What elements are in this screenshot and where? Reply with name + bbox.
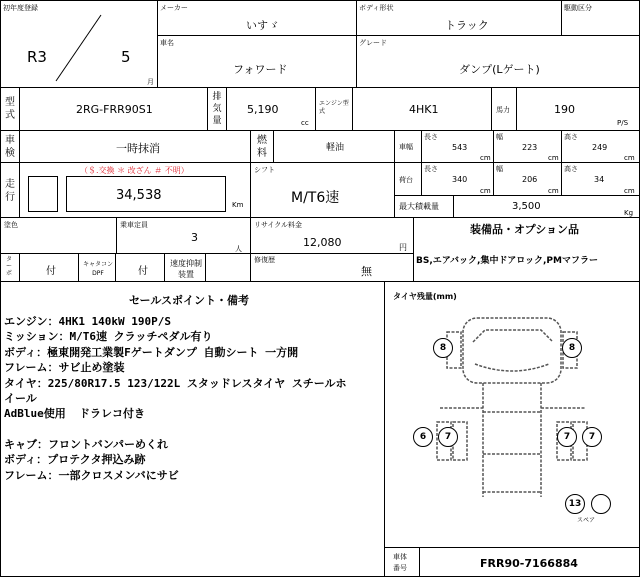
cargo-width-unit: cm bbox=[548, 187, 559, 195]
fuel-label: 燃料 bbox=[257, 135, 267, 159]
turbo-value: 付 bbox=[46, 266, 56, 277]
cargo-label-cell bbox=[394, 162, 422, 196]
body-dims-label: 車幅 bbox=[399, 143, 413, 151]
displacement-unit: cc bbox=[301, 119, 309, 127]
repair-cell bbox=[250, 253, 414, 282]
body-width-value: 223 bbox=[522, 143, 538, 152]
turbo-label: ターボ bbox=[6, 256, 13, 277]
tire-rear-left-outer: 6 bbox=[413, 427, 433, 447]
equipment-cell bbox=[413, 217, 640, 291]
body-length-cell bbox=[421, 130, 494, 163]
inspection-label: 車検 bbox=[5, 135, 15, 159]
note-line: タイヤ：225/80R17.5 123/122L スタッドレスタイヤ スチールホ bbox=[4, 376, 347, 390]
mileage-check-box bbox=[28, 176, 58, 212]
fuel-value: 軽油 bbox=[326, 143, 345, 153]
color-label: 塗色 bbox=[4, 221, 18, 229]
tire-panel bbox=[384, 281, 640, 548]
dpf-label: キャタコンDPF bbox=[82, 261, 113, 277]
recycle-cell bbox=[250, 217, 414, 254]
equipment-title: 装備品・オプション品 bbox=[470, 223, 580, 236]
mileage-label: 走行 bbox=[5, 179, 15, 203]
model-cell bbox=[19, 87, 208, 131]
tire-rear-right-outer: 7 bbox=[582, 427, 602, 447]
car-name-value: フォワード bbox=[233, 63, 288, 76]
shift-label: シフト bbox=[254, 166, 275, 174]
note-line: ボディ：プロテクタ押込み跡 bbox=[4, 453, 146, 467]
inspection-value: 一時抹消 bbox=[116, 142, 160, 155]
car-name-label: 車名 bbox=[160, 39, 174, 47]
spare-label: スペア bbox=[577, 517, 596, 524]
shift-value: M/T6速 bbox=[291, 190, 340, 206]
mileage-cell bbox=[19, 162, 251, 218]
note-line: フレーム：一部クロスメンバにサビ bbox=[4, 468, 179, 482]
first-reg-era: R3 bbox=[27, 48, 47, 66]
maker-value: いすゞ bbox=[246, 19, 279, 32]
capacity-value: 3 bbox=[191, 231, 198, 244]
displacement-label: 排気量 bbox=[212, 92, 222, 126]
power-label: 馬力 bbox=[496, 106, 510, 114]
note-line bbox=[4, 422, 376, 437]
turbo-cell bbox=[19, 253, 79, 282]
note-line: キャブ：フロントバンパーめくれ bbox=[4, 437, 169, 451]
dpf-cell bbox=[115, 253, 165, 282]
maker-label: メーカー bbox=[160, 4, 188, 12]
fuel-cell bbox=[273, 130, 395, 163]
tire-spare: 13 bbox=[565, 494, 585, 514]
vin-label-cell bbox=[384, 547, 420, 577]
tire-rear-right-inner: 7 bbox=[557, 427, 577, 447]
max-load-label: 最大積載量 bbox=[399, 202, 439, 211]
recycle-unit: 円 bbox=[399, 243, 407, 252]
mileage-unit: Km bbox=[232, 201, 244, 209]
drive-label: 駆動区分 bbox=[564, 4, 592, 12]
maker-cell bbox=[157, 0, 357, 36]
note-line: ミッション：M/T6速 クラッチペダル有り bbox=[4, 330, 213, 344]
drive-cell bbox=[561, 0, 640, 36]
speed-limiter-cell bbox=[205, 253, 251, 282]
capacity-cell bbox=[116, 217, 251, 254]
repair-value: 無 bbox=[361, 265, 372, 278]
grade-value: ダンプ(Lゲート) bbox=[459, 63, 540, 76]
body-width-unit: cm bbox=[548, 154, 559, 162]
color-cell bbox=[0, 217, 117, 254]
grade-cell bbox=[356, 35, 640, 88]
inspection-cell bbox=[19, 130, 251, 163]
capacity-unit: 人 bbox=[235, 245, 242, 253]
cargo-width-label: 幅 bbox=[496, 165, 503, 173]
month-unit: 月 bbox=[147, 78, 154, 86]
date-divider bbox=[1, 1, 159, 89]
car-name-cell bbox=[157, 35, 357, 88]
max-load-value: 3,500 bbox=[512, 201, 541, 212]
power-label-cell bbox=[491, 87, 517, 131]
body-type-value: トラック bbox=[445, 19, 489, 32]
selling-title: セールスポイント・備考 bbox=[129, 294, 250, 307]
mileage-note: （＄.交換 ＊ 改ざん ＃ 不明） bbox=[80, 166, 189, 175]
vin-cell bbox=[419, 547, 640, 577]
first-reg-cell bbox=[0, 0, 158, 88]
cargo-length-label: 長さ bbox=[424, 165, 438, 173]
body-dims-label-cell bbox=[394, 130, 422, 163]
cargo-length-value: 340 bbox=[452, 175, 468, 184]
engine-label: エンジン型式 bbox=[319, 100, 349, 115]
cargo-width-value: 206 bbox=[522, 175, 538, 184]
selling-title-cell bbox=[0, 281, 385, 309]
cargo-length-unit: cm bbox=[480, 187, 491, 195]
mileage-label-cell bbox=[0, 162, 20, 218]
cargo-height-cell bbox=[561, 162, 640, 196]
body-height-value: 249 bbox=[592, 143, 608, 152]
vin-label: 車体番号 bbox=[393, 553, 407, 572]
body-length-unit: cm bbox=[480, 154, 491, 162]
engine-cell bbox=[352, 87, 492, 131]
engine-label-cell bbox=[315, 87, 353, 131]
power-value: 190 bbox=[554, 103, 575, 116]
body-type-label: ボディ形状 bbox=[359, 4, 394, 12]
dpf-value: 付 bbox=[138, 266, 148, 277]
body-width-cell bbox=[493, 130, 562, 163]
cargo-height-label: 高さ bbox=[564, 165, 578, 173]
recycle-value: 12,080 bbox=[303, 236, 342, 249]
power-unit: P/S bbox=[617, 119, 629, 127]
shift-cell bbox=[250, 162, 395, 218]
model-label: 型式 bbox=[5, 97, 15, 121]
equipment-text: BS,エアバック,集中ドアロック,PMマフラー bbox=[416, 256, 598, 266]
cargo-width-cell bbox=[493, 162, 562, 196]
selling-notes bbox=[4, 314, 376, 483]
body-length-label: 長さ bbox=[424, 133, 438, 141]
speed-limiter-label: 速度抑制装置 bbox=[170, 259, 202, 279]
note-line: エンジン：4HK1 140kW 190P/S bbox=[4, 315, 172, 328]
body-height-cell bbox=[561, 130, 640, 163]
displacement-cell bbox=[226, 87, 316, 131]
body-height-label: 高さ bbox=[564, 133, 578, 141]
displacement-label-cell bbox=[207, 87, 227, 131]
tire-front-right: 8 bbox=[562, 338, 582, 358]
body-width-label: 幅 bbox=[496, 133, 503, 141]
mileage-value: 34,538 bbox=[116, 188, 162, 203]
tire-spare-empty bbox=[591, 494, 611, 514]
dpf-label-cell bbox=[78, 253, 116, 282]
turbo-label-cell bbox=[0, 253, 20, 282]
tire-front-left: 8 bbox=[433, 338, 453, 358]
body-height-unit: cm bbox=[624, 154, 635, 162]
model-label-cell bbox=[0, 87, 20, 131]
cargo-label: 荷台 bbox=[399, 176, 413, 184]
first-reg-month: 5 bbox=[121, 48, 131, 66]
note-line: AdBlue使用 ドラレコ付き bbox=[4, 407, 145, 421]
model-value: 2RG-FRR90S1 bbox=[76, 103, 153, 116]
power-cell bbox=[516, 87, 640, 131]
note-line: イール bbox=[4, 392, 37, 406]
tire-rear-left-inner: 7 bbox=[438, 427, 458, 447]
max-load-unit: Kg bbox=[624, 209, 634, 217]
cargo-height-value: 34 bbox=[594, 175, 605, 184]
inspection-label-cell bbox=[0, 130, 20, 163]
fuel-label-cell bbox=[250, 130, 274, 163]
max-load-cell bbox=[453, 195, 640, 218]
grade-label: グレード bbox=[359, 39, 387, 47]
recycle-label: リサイクル料金 bbox=[254, 221, 303, 229]
displacement-value: 5,190 bbox=[247, 103, 279, 116]
tire-title: タイヤ残量(mm) bbox=[393, 292, 457, 301]
body-length-value: 543 bbox=[452, 143, 468, 152]
capacity-label: 乗車定員 bbox=[120, 221, 148, 229]
speed-limiter-label-cell bbox=[164, 253, 206, 282]
body-type-cell bbox=[356, 0, 562, 36]
max-load-label-cell bbox=[394, 195, 454, 218]
cargo-height-unit: cm bbox=[624, 187, 635, 195]
cargo-length-cell bbox=[421, 162, 494, 196]
vin-value: FRR90-7166884 bbox=[480, 557, 578, 570]
engine-value: 4HK1 bbox=[409, 103, 439, 116]
repair-label: 修復歴 bbox=[254, 256, 275, 264]
first-reg-label: 初年度登録 bbox=[3, 4, 38, 12]
note-line: ボディ：極東開発工業製Fゲートダンプ 自動シート 一方開 bbox=[4, 345, 299, 359]
note-line: フレーム：サビ止め塗装 bbox=[4, 361, 125, 375]
